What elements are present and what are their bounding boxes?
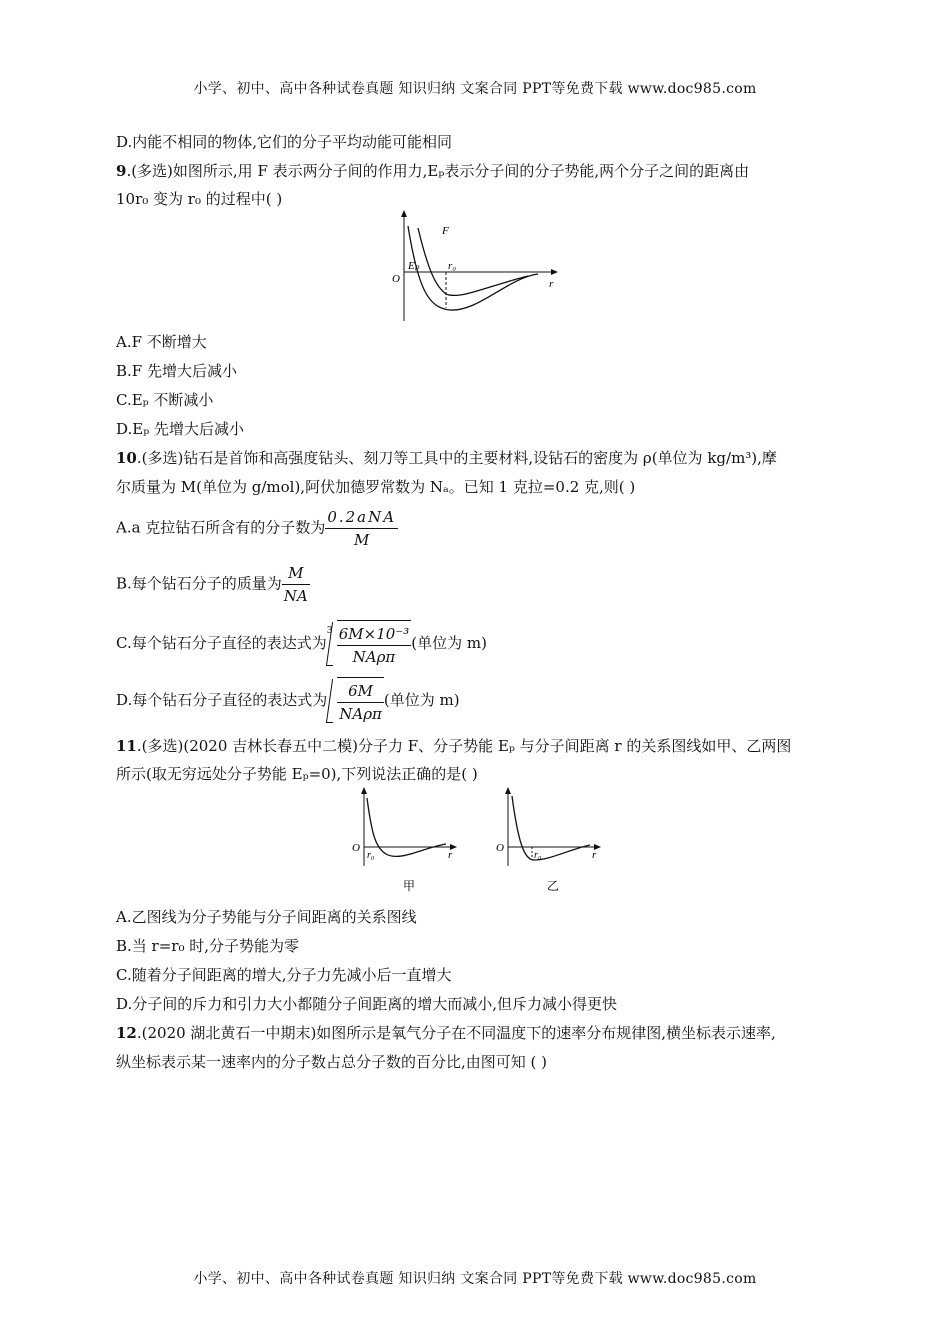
q10-a-numerator: 0.2aNA	[325, 506, 398, 529]
q10-stem-text: .(多选)钻石是首饰和高强度钻头、刻刀等工具中的主要材料,设钻石的密度为 ρ(单位为 kg/m³),摩	[136, 449, 777, 467]
q10-d-text: D.每个钻石分子直径的表达式为	[116, 691, 328, 709]
q10-stem	[116, 448, 777, 468]
q10-stem-2: 尔质量为 M(单位为 g/mol),阿伏加德罗常数为 Nₐ。已知 1 克拉=0.2 克,则( )	[116, 478, 636, 496]
q10-a-fraction	[325, 506, 398, 551]
q10-c-numerator: 6M×10⁻³	[337, 623, 412, 646]
q12-stem-text: .(2020 湖北黄石一中期末)如图所示是氧气分子在不同温度下的速率分布规律图,横坐标表示速率,	[136, 1024, 776, 1042]
q11-stem-text: .(多选)(2020 吉林长春五中二模)分子力 F、分子势能 Eₚ 与分子间距离 r 的关系图线如甲、乙两图	[136, 737, 792, 755]
q9-ep-curve	[408, 226, 538, 310]
q10-a-text: A.a 克拉钻石所含有的分子数为	[116, 518, 326, 537]
q11-yi-label-r0: r₀	[534, 850, 542, 861]
q11-number: 11	[116, 737, 137, 755]
q9-number: 9	[116, 162, 127, 180]
q11-stem-2: 所示(取无穷远处分子势能 Eₚ=0),下列说法正确的是( )	[116, 765, 478, 783]
q10-c-cube-root	[327, 620, 412, 668]
q11-jia-label-r: r	[448, 849, 453, 861]
q9-f-curve	[418, 228, 528, 295]
page-footer: 小学、初中、高中各种试卷真题 知识归纳 文案合同 PPT等免费下载 www.doc985.com	[193, 1271, 757, 1287]
q9-label-r0: r₀	[448, 260, 457, 272]
q8-option-d: D.内能不相同的物体,它们的分子平均动能可能相同	[116, 133, 453, 151]
q9-option-d: D.Eₚ 先增大后减小	[116, 420, 244, 438]
q11-option-c: C.随着分子间距离的增大,分子力先减小后一直增大	[116, 966, 452, 984]
q11-jia-curve	[367, 798, 446, 856]
q10-option-c	[116, 620, 487, 668]
q9-figure	[388, 208, 563, 323]
q10-b-text: B.每个钻石分子的质量为	[116, 574, 282, 593]
q11-yi-label-r: r	[592, 849, 597, 861]
q10-a-denominator: M	[354, 531, 370, 549]
q11-option-d: D.分子间的斥力和引力大小都随分子间距离的增大而减小,但斥力减小得更快	[116, 995, 618, 1013]
q10-d-unit: (单位为 m)	[383, 691, 460, 709]
q10-b-fraction	[282, 562, 310, 607]
q10-c-root-index: 3	[326, 626, 333, 636]
q12-stem	[116, 1023, 776, 1043]
q10-d-numerator: 6M	[337, 680, 384, 703]
q11-option-b: B.当 r=r₀ 时,分子势能为零	[116, 937, 300, 955]
q9-stem	[116, 161, 749, 181]
q10-option-a	[116, 506, 398, 551]
q9-label-O: O	[392, 273, 400, 285]
q11-figure-yi	[494, 786, 604, 894]
q11-yi-curve	[512, 796, 590, 860]
q11-stem	[116, 736, 791, 756]
q10-option-d	[116, 677, 460, 725]
q9-option-c: C.Eₚ 不断减小	[116, 391, 214, 409]
q9-stem-text: .(多选)如图所示,用 F 表示两分子间的作用力,Eₚ表示分子间的分子势能,两个分子之间的距离由	[126, 162, 750, 180]
q10-d-denominator: NAρπ	[339, 705, 382, 723]
q11-jia-caption: 甲	[403, 879, 416, 893]
page-header: 小学、初中、高中各种试卷真题 知识归纳 文案合同 PPT等免费下载 www.doc985.com	[193, 81, 757, 97]
q10-b-denominator: NA	[283, 587, 308, 605]
q10-option-b	[116, 562, 310, 607]
q9-label-r: r	[549, 278, 554, 290]
q9-label-Ep: Eₚ	[408, 260, 420, 272]
q11-jia-label-O: O	[352, 842, 360, 854]
q10-c-denominator: NAρπ	[352, 648, 396, 666]
q12-stem-2: 纵坐标表示某一速率内的分子数占总分子数的百分比,由图可知 ( )	[116, 1053, 548, 1071]
q11-option-a: A.乙图线为分子势能与分子间距离的关系图线	[116, 908, 417, 926]
q10-c-text: C.每个钻石分子直径的表达式为	[116, 634, 327, 652]
q10-b-numerator: M	[282, 562, 310, 585]
q9-stem-2: 10r₀ 变为 r₀ 的过程中( )	[116, 190, 283, 208]
q10-d-root	[327, 677, 384, 725]
q9-option-b: B.F 先增大后减小	[116, 362, 237, 380]
q11-yi-label-O: O	[496, 842, 504, 854]
q11-figure-jia	[350, 786, 460, 894]
q11-jia-label-r0: r₀	[367, 850, 375, 861]
q10-number: 10	[116, 449, 137, 467]
q10-c-unit: (单位为 m)	[411, 634, 487, 652]
q9-label-F: F	[442, 225, 449, 237]
q9-option-a: A.F 不断增大	[116, 333, 207, 351]
q12-number: 12	[116, 1024, 137, 1042]
q11-yi-caption: 乙	[547, 879, 560, 893]
